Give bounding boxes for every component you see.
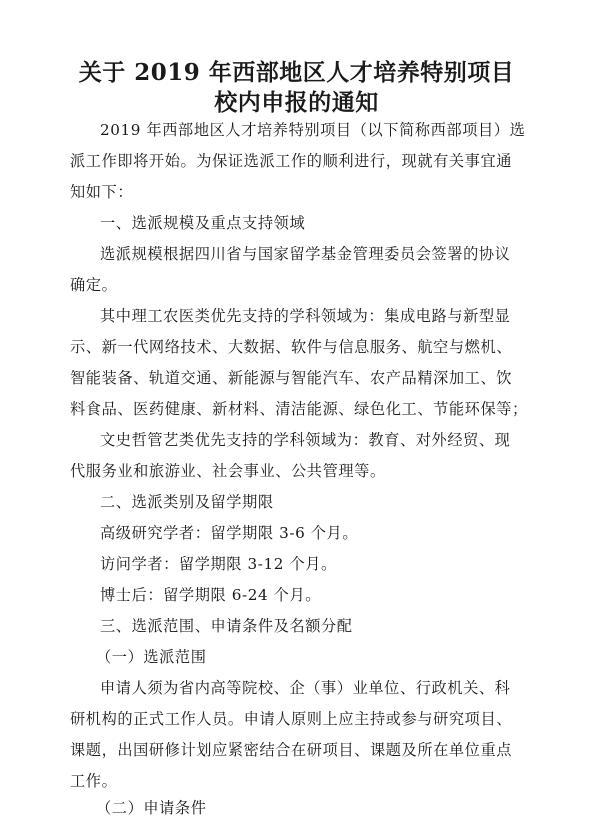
paragraph-line: 知如下：: [70, 183, 134, 201]
paragraph-line: 选派规模根据四川省与国家留学基金管理委员会签署的协议: [100, 245, 511, 263]
subsection-heading: （二）申请条件: [96, 799, 207, 817]
section-heading: 一、选派规模及重点支持领域: [100, 214, 306, 232]
document-title-line-1: 关于 2019 年西部地区人才培养特别项目: [78, 59, 515, 86]
paragraph-line: 工作。: [70, 772, 118, 790]
section-heading: 二、选派类别及留学期限: [100, 493, 274, 511]
subsection-heading: （一）选派范围: [96, 648, 207, 666]
paragraph-line: 代服务业和旅游业、社会事业、公共管理等。: [70, 462, 386, 480]
document-title-line-2: 校内申报的通知: [214, 89, 379, 116]
paragraph-line: 示、新一代网络技术、大数据、软件与信息服务、航空与燃机、: [70, 338, 513, 356]
paragraph-line: 访问学者：留学期限 3-12 个月。: [100, 555, 337, 573]
paragraph-line: 料食品、医药健康、新材料、清洁能源、绿色化工、节能环保等；: [70, 400, 528, 418]
paragraph-line: 研机构的正式工作人员。申请人原则上应主持或参与研究项目、: [70, 710, 513, 728]
paragraph-line: 派工作即将开始。为保证选派工作的顺利进行，现就有关事宜通: [70, 152, 513, 170]
paragraph-line: 智能装备、轨道交通、新能源与智能汽车、农产品精深加工、饮: [70, 369, 513, 387]
paragraph-line: 确定。: [70, 276, 118, 294]
paragraph-line: 申请人须为省内高等院校、企（事）业单位、行政机关、科: [100, 679, 511, 697]
paragraph-line: 高级研究学者：留学期限 3-6 个月。: [100, 524, 359, 542]
paragraph-line: 2019 年西部地区人才培养特别项目（以下简称西部项目）选: [100, 121, 526, 139]
paragraph-line: 博士后：留学期限 6-24 个月。: [100, 586, 322, 604]
paragraph-line: 文史哲管艺类优先支持的学科领域为：教育、对外经贸、现: [100, 431, 511, 449]
paragraph-line: 课题，出国研修计划应紧密结合在研项目、课题及所在单位重点: [70, 741, 513, 759]
paragraph-line: 其中理工农医类优先支持的学科领域为：集成电路与新型显: [100, 307, 511, 325]
section-heading: 三、选派范围、申请条件及名额分配: [100, 617, 353, 635]
